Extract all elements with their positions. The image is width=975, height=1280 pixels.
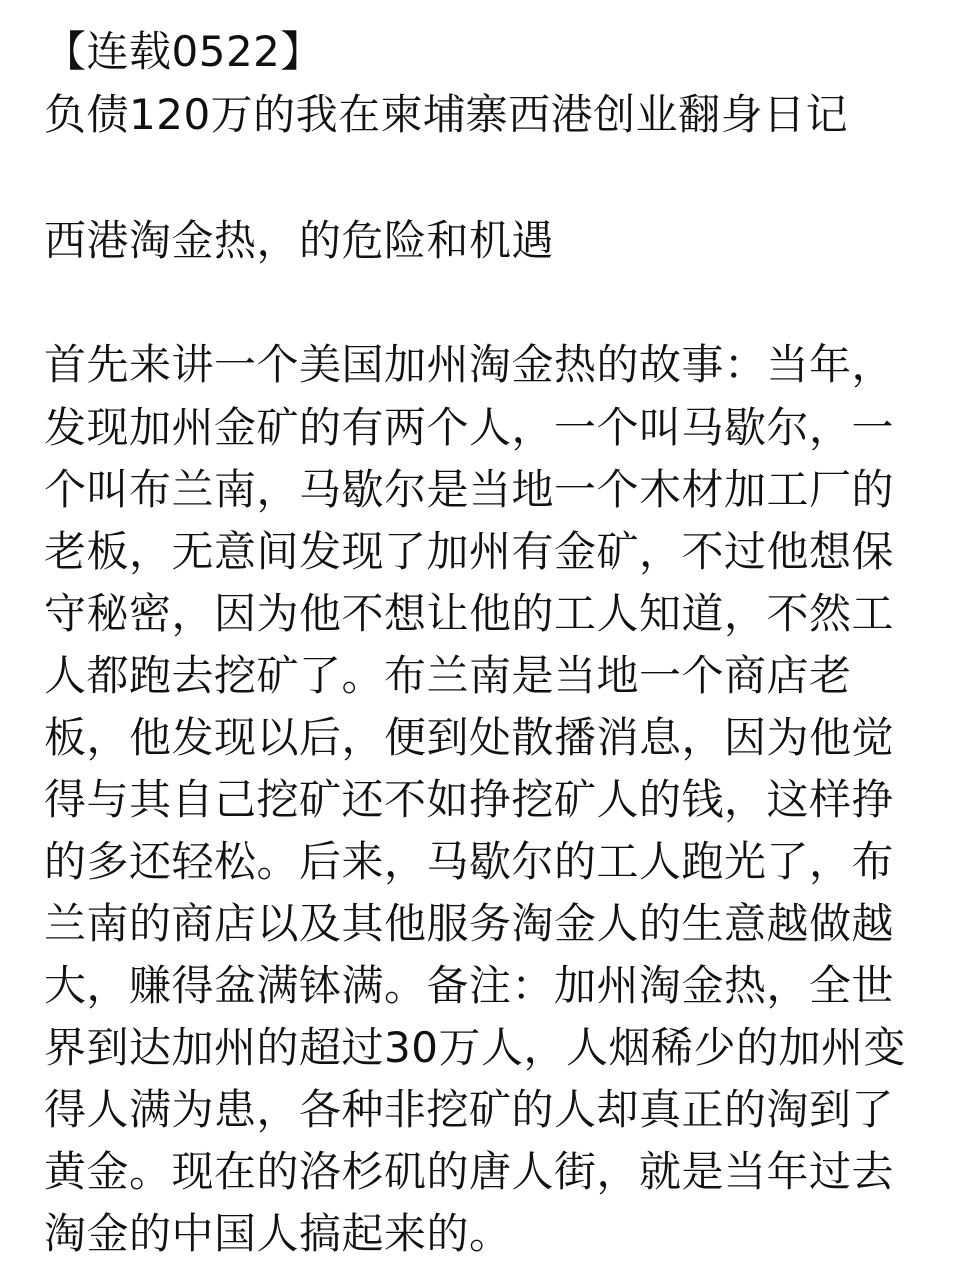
section-heading: 西港淘金热，的危险和机遇 — [44, 216, 555, 265]
body-line: 得与其自己挖矿还不如挣挖矿人的钱，这样挣 — [44, 775, 895, 824]
body-line: 大，赚得盆满钵满。备注：加州淘金热，全世 — [44, 961, 895, 1010]
body-line: 黄金。现在的洛杉矶的唐人街，就是当年过去 — [44, 1147, 895, 1196]
series-tag: 【连载0522】 — [44, 27, 323, 76]
body-line: 淘金的中国人搞起来的。 — [44, 1209, 512, 1258]
body-line: 得人满为患，各种非挖矿的人却真正的淘到了 — [44, 1085, 895, 1134]
body-line: 守秘密，因为他不想让他的工人知道，不然工 — [44, 589, 895, 638]
body-line: 的多还轻松。后来，马歇尔的工人跑光了，布 — [44, 837, 895, 886]
body-line: 板，他发现以后，便到处散播消息，因为他觉 — [44, 713, 895, 762]
body-line: 个叫布兰南，马歇尔是当地一个木材加工厂的 — [44, 465, 895, 514]
body-line: 人都跑去挖矿了。布兰南是当地一个商店老 — [44, 651, 852, 700]
post-title: 负债120万的我在柬埔寨西港创业翻身日记 — [44, 90, 849, 139]
body-line: 兰南的商店以及其他服务淘金人的生意越做越 — [44, 899, 895, 948]
body-line: 老板，无意间发现了加州有金矿，不过他想保 — [44, 527, 895, 576]
body-line: 首先来讲一个美国加州淘金热的故事：当年， — [44, 340, 895, 389]
body-line: 发现加州金矿的有两个人，一个叫马歇尔，一 — [44, 403, 895, 452]
body-line: 界到达加州的超过30万人，人烟稀少的加州变 — [44, 1023, 906, 1072]
